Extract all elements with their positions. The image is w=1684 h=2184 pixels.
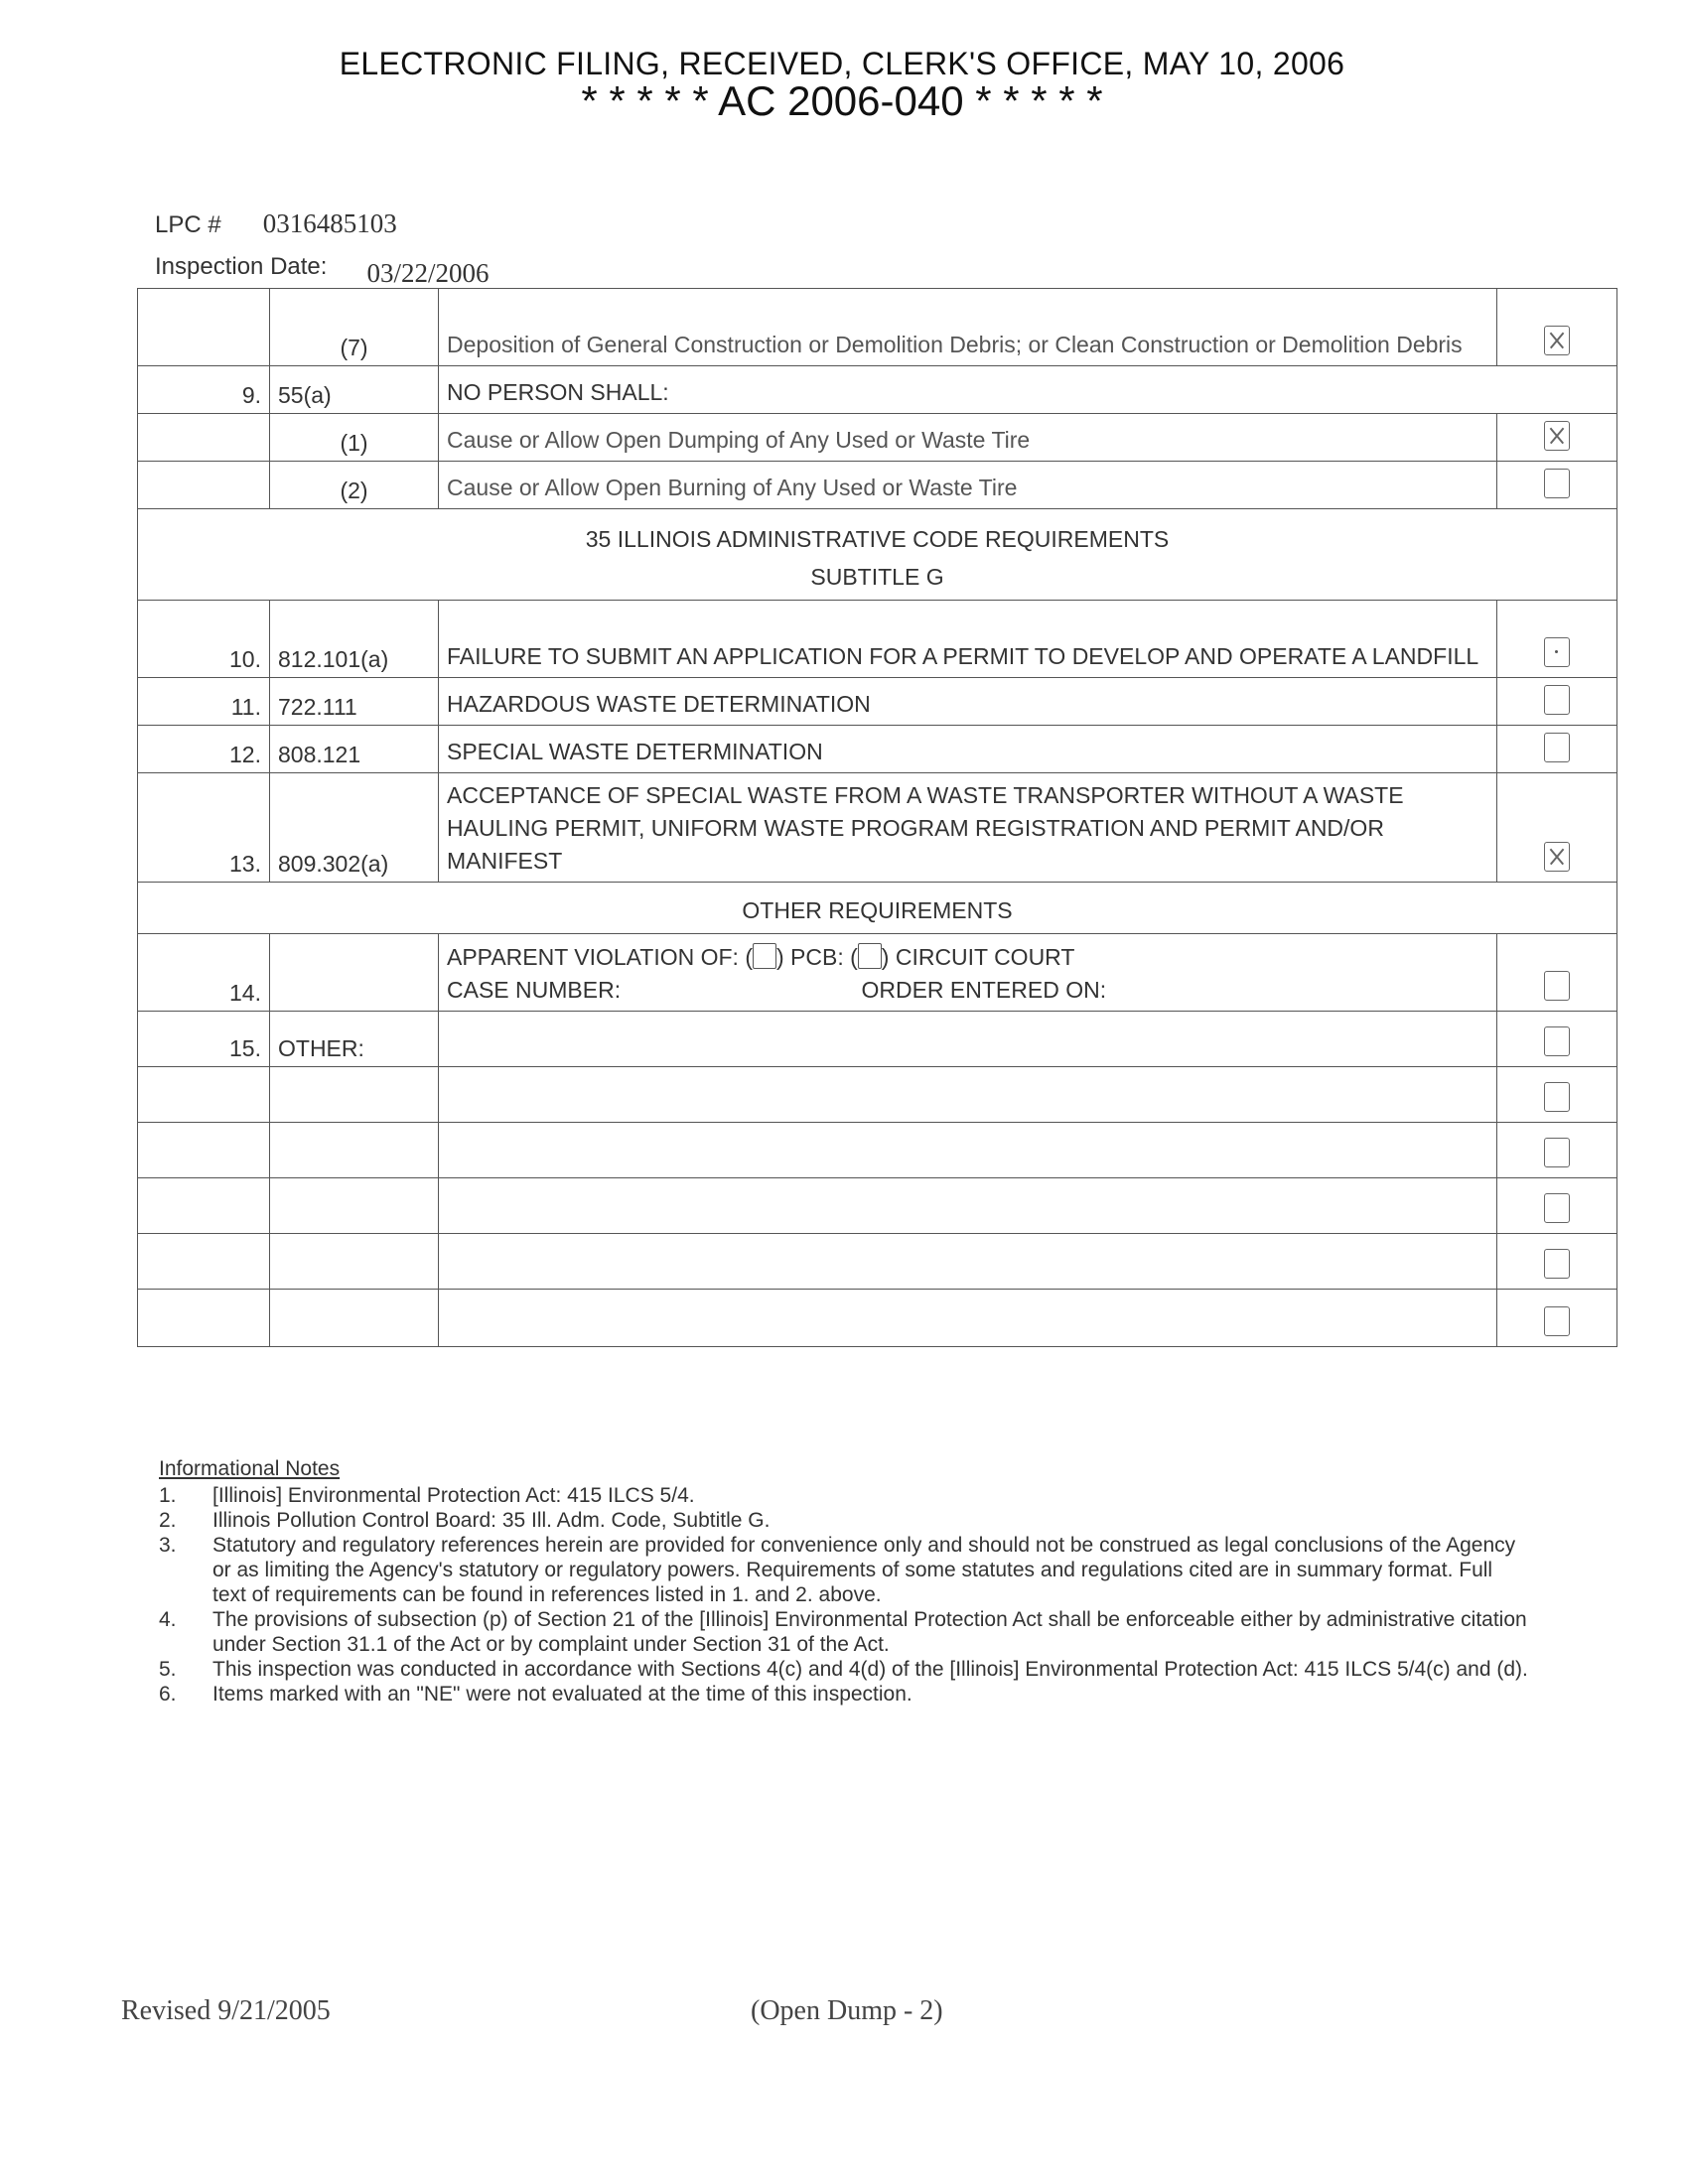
empty-box-icon — [1544, 1249, 1570, 1279]
blank-row — [138, 1290, 1617, 1347]
citation: OTHER: — [270, 1012, 439, 1067]
empty-box-icon — [1544, 1306, 1570, 1336]
violation-checkbox[interactable] — [1497, 934, 1617, 1012]
empty-box-icon — [1544, 469, 1570, 498]
blank-row — [138, 1178, 1617, 1234]
violation-checkbox[interactable] — [1497, 1178, 1617, 1234]
empty-box-icon — [1544, 1193, 1570, 1223]
blank-cell — [270, 1067, 439, 1123]
row-number: 12. — [138, 726, 270, 773]
violation-checkbox[interactable] — [1497, 678, 1617, 726]
lpc-label: LPC # — [155, 211, 221, 238]
informational-notes — [159, 1457, 1529, 1706]
blank-cell[interactable] — [439, 1178, 1497, 1234]
violation-checkbox[interactable] — [1497, 601, 1617, 678]
blank-cell — [270, 1234, 439, 1290]
case-order-line — [447, 974, 1488, 1007]
citation — [270, 934, 439, 1012]
note-number: 4. — [159, 1608, 177, 1631]
description: HAZARDOUS WASTE DETERMINATION — [439, 678, 1497, 726]
note-item — [159, 1533, 1529, 1607]
blank-cell[interactable] — [439, 1290, 1497, 1347]
violation-checkbox[interactable] — [1497, 726, 1617, 773]
violation-checkbox[interactable] — [1497, 289, 1617, 366]
empty-box-icon — [1544, 685, 1570, 715]
revised-date: Revised 9/21/2005 — [121, 1995, 331, 2026]
note-number: 1. — [159, 1484, 177, 1507]
violation-checkbox[interactable] — [1497, 1123, 1617, 1178]
description — [439, 1012, 1497, 1067]
inspection-date-field — [155, 250, 490, 288]
page-label: (Open Dump - 2) — [751, 1995, 943, 2026]
notes-title: Informational Notes — [159, 1457, 341, 1480]
section-heading-row — [138, 883, 1617, 934]
table-row — [138, 934, 1617, 1012]
table-row — [138, 773, 1617, 883]
blank-cell[interactable] — [439, 1123, 1497, 1178]
circuit-court-checkbox[interactable] — [858, 943, 882, 969]
description: ACCEPTANCE OF SPECIAL WASTE FROM A WASTE TRANSPORTER WITHOUT A WASTE HAULING PERMIT, UNIFORM WASTE PROGRAM REGISTRATION AND PERMIT AND/OR MANIFEST — [439, 773, 1497, 883]
violation-checkbox[interactable] — [1497, 462, 1617, 509]
empty-box-icon — [1544, 733, 1570, 762]
blank-cell — [138, 1234, 270, 1290]
citation: (1) — [270, 414, 439, 462]
blank-cell — [270, 1123, 439, 1178]
order-entered-label: ORDER ENTERED ON: — [861, 977, 1107, 1003]
note-text: [Illinois] Environmental Protection Act: 415 ILCS 5/4. — [212, 1484, 695, 1507]
table-row — [138, 678, 1617, 726]
case-number-label: CASE NUMBER: — [447, 977, 622, 1003]
blank-row — [138, 1123, 1617, 1178]
inspection-date-value: 03/22/2006 — [366, 258, 490, 288]
blank-cell — [138, 1067, 270, 1123]
table-row — [138, 366, 1617, 414]
row-number — [138, 414, 270, 462]
note-item — [159, 1657, 1529, 1682]
note-number: 6. — [159, 1683, 177, 1706]
description — [439, 934, 1497, 1012]
violation-checkbox[interactable] — [1497, 1290, 1617, 1347]
checked-box-icon — [1544, 326, 1570, 355]
blank-cell — [270, 1290, 439, 1347]
citation: 808.121 — [270, 726, 439, 773]
blank-cell[interactable] — [439, 1234, 1497, 1290]
row-number: 14. — [138, 934, 270, 1012]
note-text: Illinois Pollution Control Board: 35 Ill. Adm. Code, Subtitle G. — [212, 1509, 771, 1532]
lpc-value: 0316485103 — [262, 208, 397, 238]
table-row — [138, 414, 1617, 462]
violation-checkbox[interactable] — [1497, 1012, 1617, 1067]
description: NO PERSON SHALL: — [439, 366, 1617, 414]
blank-cell[interactable] — [439, 1067, 1497, 1123]
description: FAILURE TO SUBMIT AN APPLICATION FOR A PERMIT TO DEVELOP AND OPERATE A LANDFILL — [439, 601, 1497, 678]
section-heading-row — [138, 509, 1617, 601]
note-number: 3. — [159, 1534, 177, 1557]
section-heading-line2: SUBTITLE G — [810, 564, 944, 590]
inspection-date-label: Inspection Date: — [155, 253, 328, 280]
row-number: 11. — [138, 678, 270, 726]
marked-box-icon — [1544, 637, 1570, 667]
row-number — [138, 289, 270, 366]
circuit-court-label: ) CIRCUIT COURT — [881, 944, 1075, 970]
blank-row — [138, 1067, 1617, 1123]
note-text: Items marked with an "NE" were not evaluated at the time of this inspection. — [212, 1683, 912, 1706]
violation-checkbox[interactable] — [1497, 414, 1617, 462]
row-number: 13. — [138, 773, 270, 883]
citation: (2) — [270, 462, 439, 509]
blank-cell — [138, 1290, 270, 1347]
empty-box-icon — [1544, 1082, 1570, 1112]
note-text: The provisions of subsection (p) of Section 21 of the [Illinois] Environmental Protection Act shall be enforceable either by administrative citation under Section 31.1 of the Act or by complaint under Section 31 of the Act. — [212, 1608, 1527, 1656]
note-item — [159, 1508, 1529, 1533]
blank-cell — [270, 1178, 439, 1234]
note-item — [159, 1607, 1529, 1657]
note-number: 2. — [159, 1509, 177, 1532]
row-number: 10. — [138, 601, 270, 678]
note-text: Statutory and regulatory references herein are provided for convenience only and should not be construed as legal conclusions of the Agency or as limiting the Agency's statutory or regulatory powers. Requirements of some statutes and regulations cited are in summary format. Full text of requirements can be found in references listed in 1. and 2. above. — [212, 1534, 1516, 1606]
case-number-banner: * * * * * AC 2006-040 * * * * * — [581, 77, 1103, 124]
note-item — [159, 1682, 1529, 1706]
pcb-label: ) PCB: ( — [776, 944, 858, 970]
row-number: 15. — [138, 1012, 270, 1067]
section-heading-other: OTHER REQUIREMENTS — [138, 883, 1617, 934]
description: SPECIAL WASTE DETERMINATION — [439, 726, 1497, 773]
violation-checkbox[interactable] — [1497, 773, 1617, 883]
table-row — [138, 1012, 1617, 1067]
blank-cell — [138, 1123, 270, 1178]
empty-box-icon — [1544, 1138, 1570, 1167]
section-heading-il-admin-code — [138, 509, 1617, 601]
blank-row — [138, 1234, 1617, 1290]
description: Deposition of General Construction or Demolition Debris; or Clean Construction or Demolition Debris — [439, 289, 1497, 366]
apparent-violation-line — [447, 941, 1488, 974]
note-text: This inspection was conducted in accordance with Sections 4(c) and 4(d) of the [Illinois] Environmental Protection Act: 415 ILCS 5/4(c) and (d). — [212, 1658, 1528, 1681]
section-heading-line1: 35 ILLINOIS ADMINISTRATIVE CODE REQUIREMENTS — [585, 526, 1170, 552]
citation: 809.302(a) — [270, 773, 439, 883]
note-item — [159, 1483, 1529, 1508]
filing-banner: ELECTRONIC FILING, RECEIVED, CLERK'S OFFICE, MAY 10, 2006 — [339, 46, 1345, 81]
empty-box-icon — [1544, 1026, 1570, 1056]
empty-box-icon — [1544, 971, 1570, 1001]
citation: 55(a) — [270, 366, 439, 414]
apparent-violation-label: APPARENT VIOLATION OF: ( — [447, 944, 753, 970]
lpc-field — [155, 208, 397, 239]
row-number — [138, 462, 270, 509]
checked-box-icon — [1544, 842, 1570, 872]
blank-cell — [138, 1178, 270, 1234]
table-row — [138, 289, 1617, 366]
table-row — [138, 462, 1617, 509]
violation-checkbox[interactable] — [1497, 1234, 1617, 1290]
description: Cause or Allow Open Burning of Any Used or Waste Tire — [439, 462, 1497, 509]
pcb-checkbox[interactable] — [753, 943, 776, 969]
note-number: 5. — [159, 1658, 177, 1681]
citation: 722.111 — [270, 678, 439, 726]
citation: (7) — [270, 289, 439, 366]
row-number: 9. — [138, 366, 270, 414]
table-row — [138, 726, 1617, 773]
citation: 812.101(a) — [270, 601, 439, 678]
violations-table — [137, 288, 1617, 1347]
description: Cause or Allow Open Dumping of Any Used or Waste Tire — [439, 414, 1497, 462]
checked-box-icon — [1544, 421, 1570, 451]
table-row — [138, 601, 1617, 678]
violation-checkbox[interactable] — [1497, 1067, 1617, 1123]
